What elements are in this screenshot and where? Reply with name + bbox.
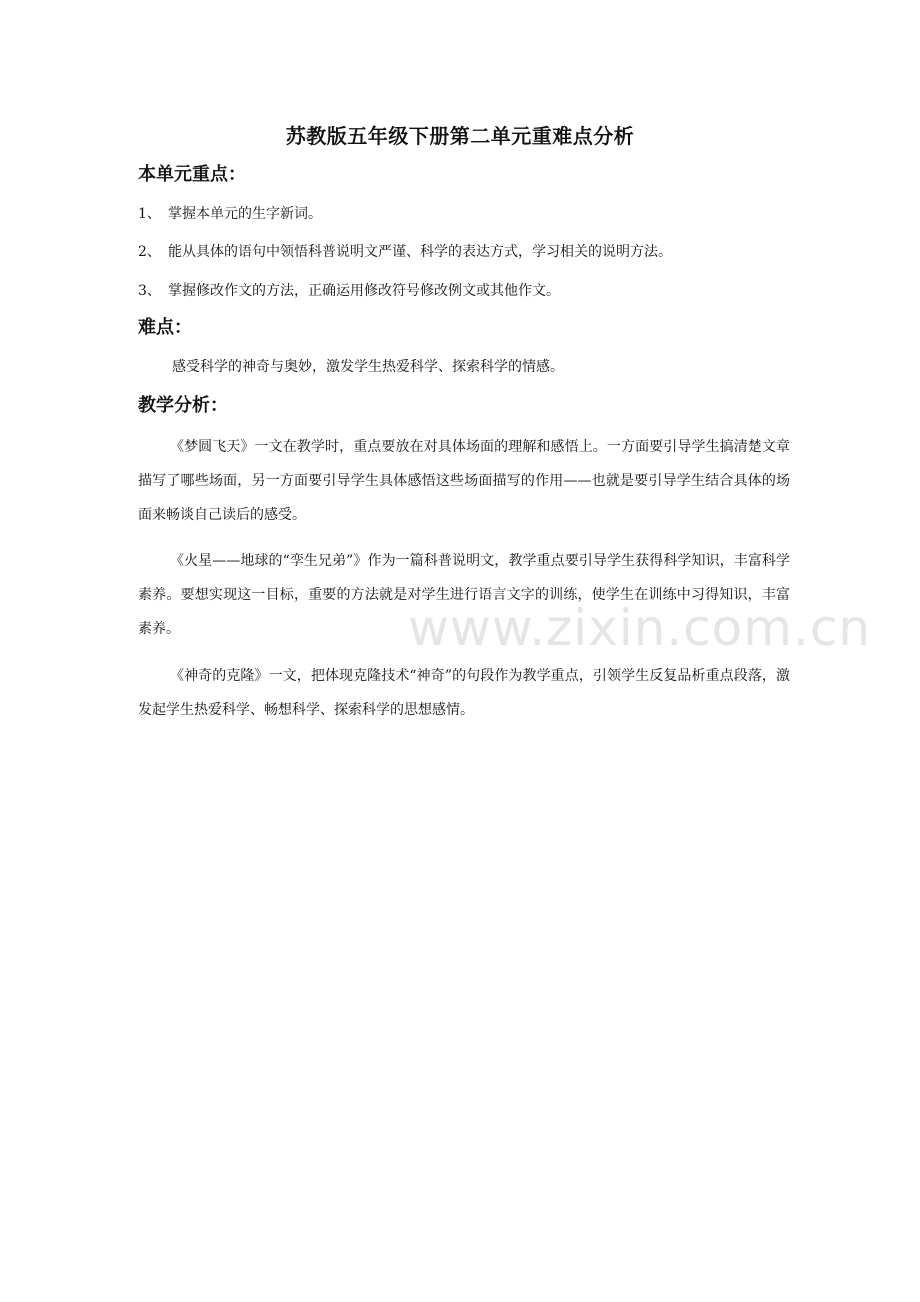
watermark: www.zixin.com.cn xyxy=(408,599,872,657)
key-point-text: 能从具体的语句中领悟科普说明文严谨、科学的表达方式，学习相关的说明方法。 xyxy=(168,244,672,260)
key-point-item-2 xyxy=(138,241,798,263)
analysis-paragraph-2: 《火星——地球的“孪生兄弟”》作为一篇科普说明文，教学重点要引导学生获得科学知识，丰富科学素养。要想实现这一目标，重要的方法就是对学生进行语言文字的训练，使学生在训练中习得知识，丰富素养。 xyxy=(138,553,790,637)
document-title: 苏教版五年级下册第二单元重难点分析 xyxy=(285,124,635,148)
analysis-paragraph-3: 《神奇的克隆》一文，把体现克隆技术“神奇”的句段作为教学重点，引领学生反复品析重点段落，激发起学生热爱科学、畅想科学、探索科学的思想感情。 xyxy=(138,668,790,718)
key-point-text: 掌握本单元的生字新词。 xyxy=(168,206,322,222)
key-point-text: 掌握修改作文的方法，正确运用修改符号修改例文或其他作文。 xyxy=(168,283,560,299)
analysis-heading: 教学分析： xyxy=(138,395,228,416)
key-points-heading: 本单元重点： xyxy=(138,164,246,185)
key-point-item-3 xyxy=(138,280,798,302)
key-point-number: 2、 xyxy=(138,244,161,260)
analysis-paragraph-1: 《梦圆飞天》一文在教学时，重点要放在对具体场面的理解和感悟上。一方面要引导学生搞清楚文章描写了哪些场面，另一方面要引导学生具体感悟这些场面描写的作用——也就是要引导学生结合具体的场面来畅谈自己读后的感受。 xyxy=(138,439,790,523)
key-point-number: 1、 xyxy=(138,206,161,222)
key-point-number: 3、 xyxy=(138,283,161,299)
difficulties-heading: 难点： xyxy=(138,317,192,338)
key-point-item-1 xyxy=(138,203,798,225)
difficulties-text: 感受科学的神奇与奥妙，激发学生热爱科学、探索科学的情感。 xyxy=(172,359,564,375)
